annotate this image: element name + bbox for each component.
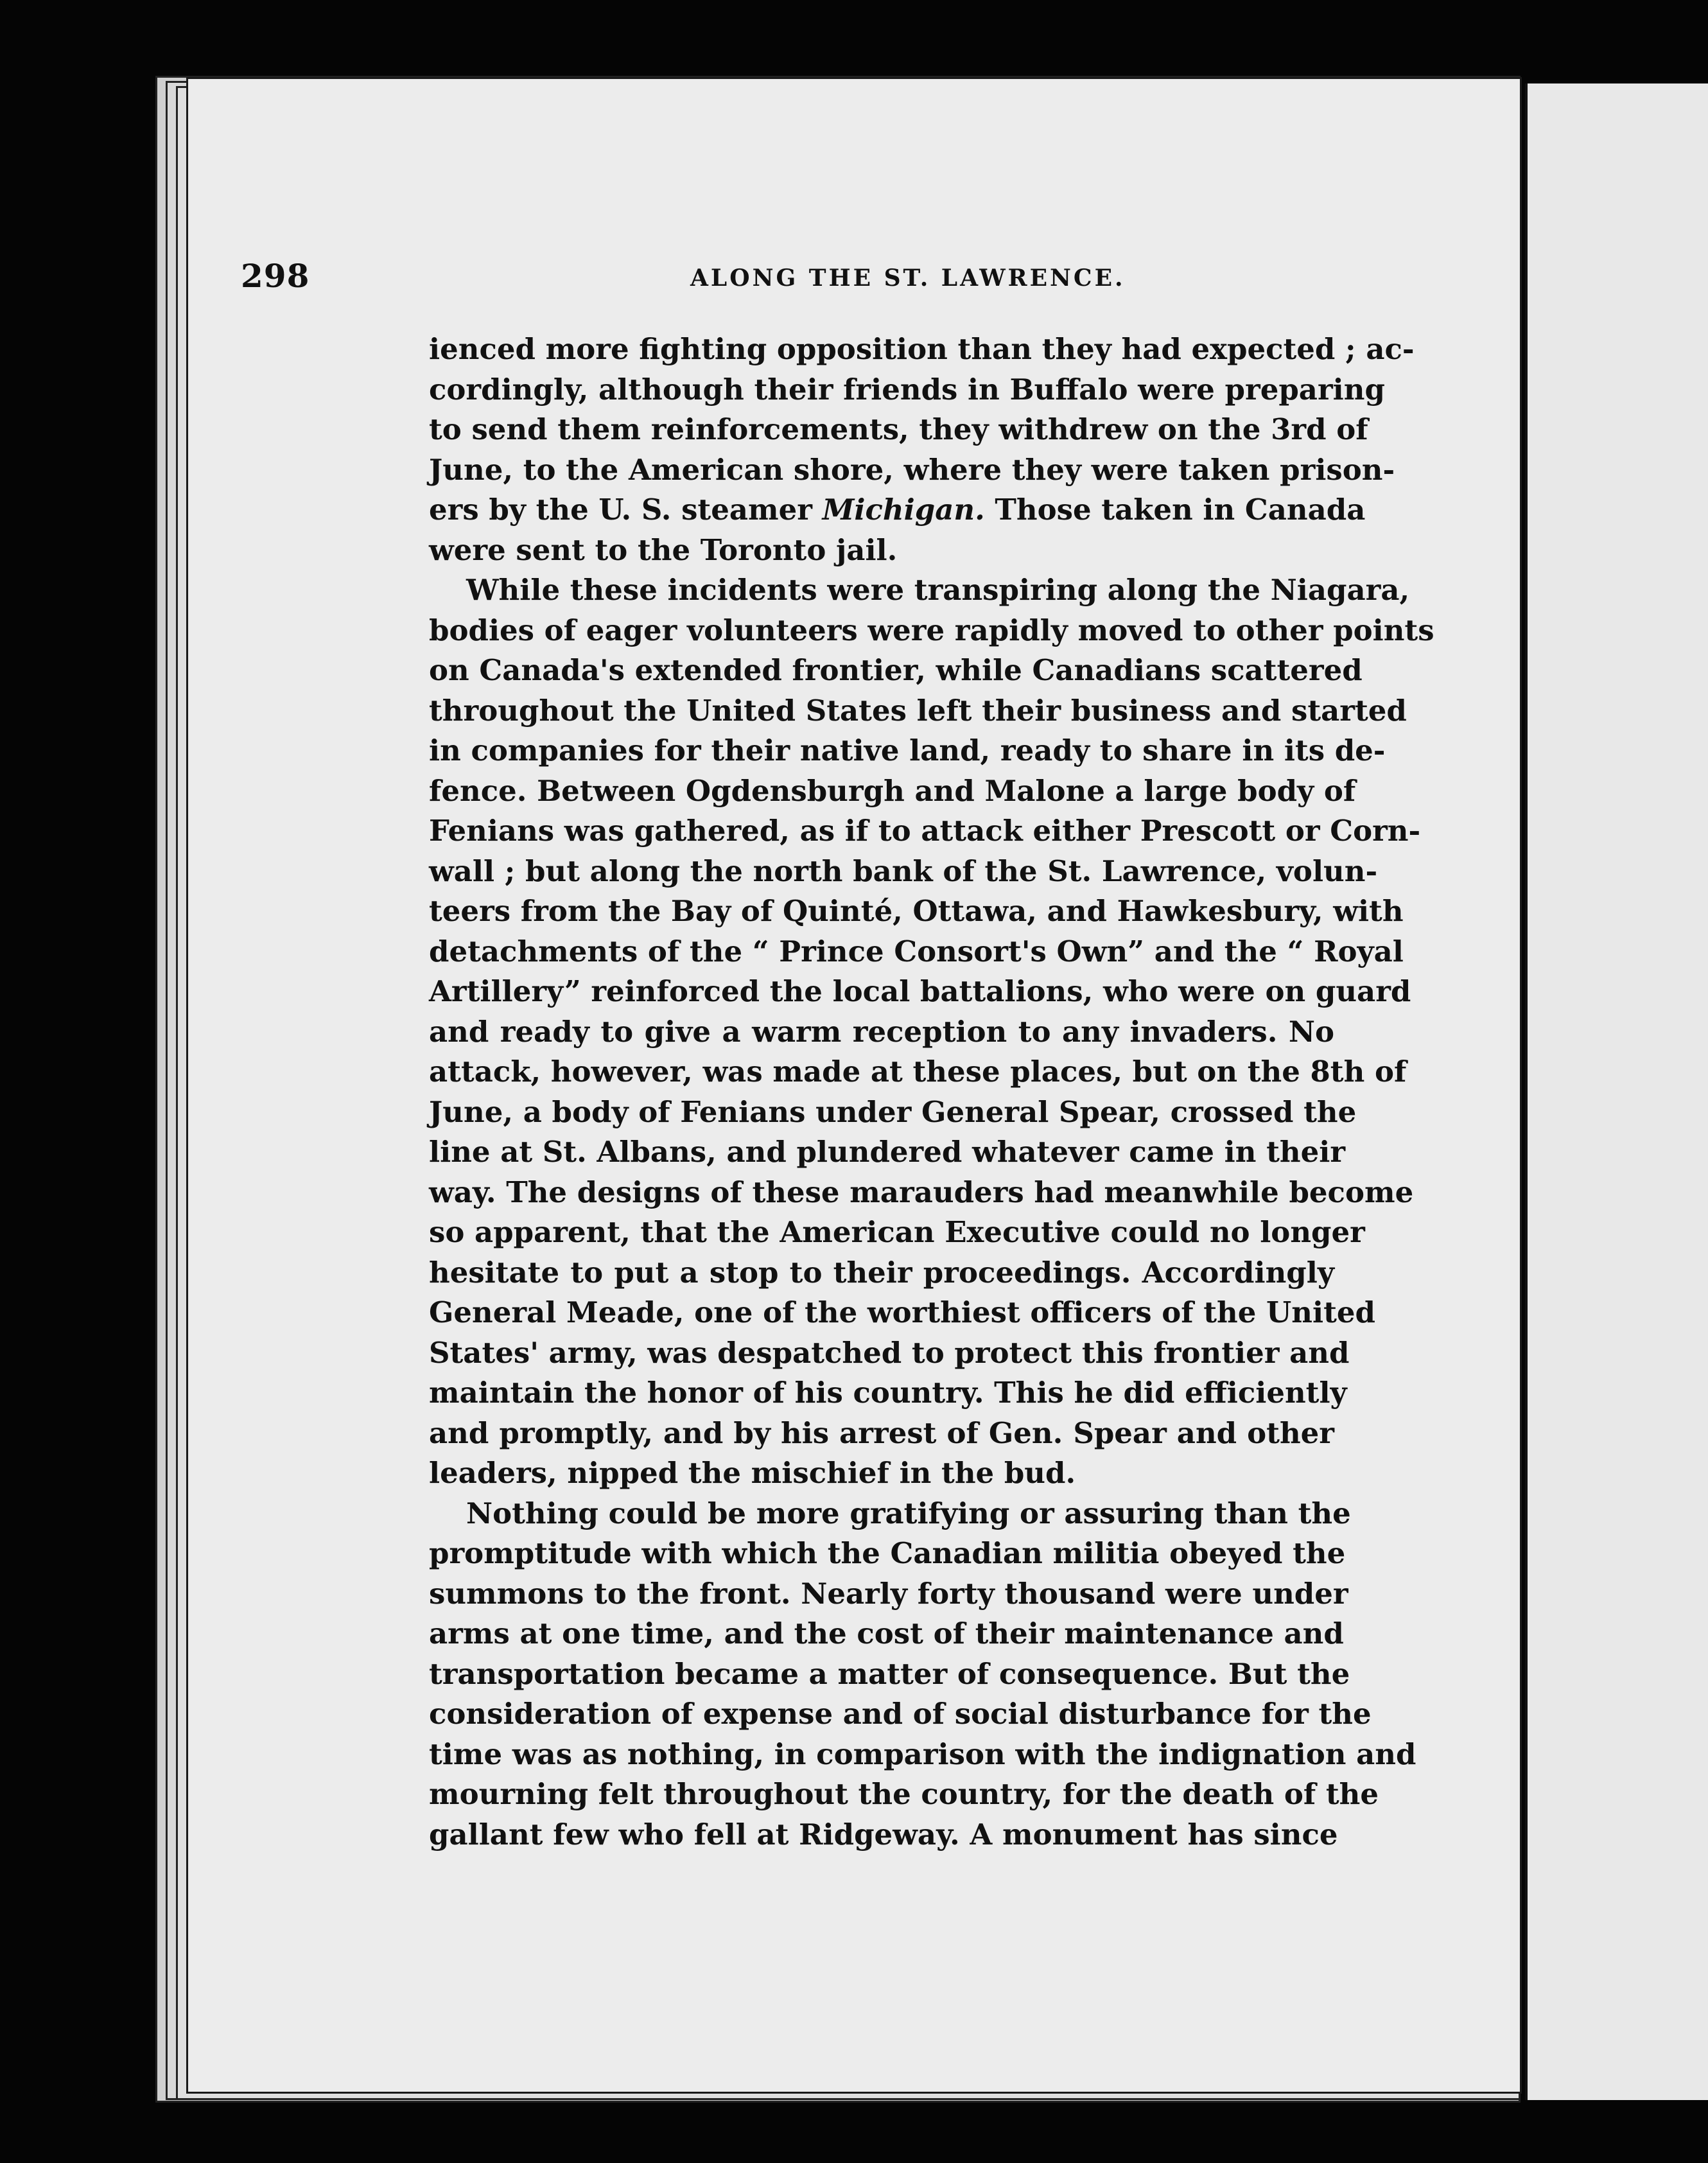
paragraph-start: Nothing could be more gratifying or assuring than the	[466, 1496, 1351, 1530]
text-line: ienced more fighting opposition than they had expected ; ac-	[429, 332, 1415, 366]
text-line: line at St. Albans, and plundered whatever came in their	[429, 1135, 1346, 1169]
text-line: way. The designs of these marauders had meanwhile become	[429, 1175, 1414, 1209]
text-line: were sent to the Toronto jail.	[429, 532, 898, 567]
text-line: attack, however, was made at these places, but on the 8th of	[429, 1055, 1407, 1089]
text-line: Fenians was gathered, as if to attack either Prescott or Corn-	[429, 814, 1421, 848]
text-line: States' army, was despatched to protect this frontier and	[429, 1335, 1350, 1370]
text-line: mourning felt throughout the country, for the death of the	[429, 1777, 1379, 1811]
text-line: maintain the honor of his country. This he did efficiently	[429, 1376, 1347, 1410]
text-line: time was as nothing, in comparison with the indignation and	[429, 1737, 1416, 1771]
text-line: June, a body of Fenians under General Spear, crossed the	[429, 1094, 1357, 1129]
text-line: and ready to give a warm reception to any invaders. No	[429, 1014, 1334, 1049]
page-number: 298	[241, 257, 310, 295]
text-line-with-italic	[429, 490, 1366, 530]
text-line: hesitate to put a stop to their proceedings. Accordingly	[429, 1255, 1334, 1290]
running-title: ALONG THE ST. LAWRENCE.	[690, 265, 1126, 292]
text-line: transportation became a matter of consequence. But the	[429, 1656, 1350, 1691]
text-line: so apparent, that the American Executive could no longer	[429, 1215, 1365, 1249]
text-line: cordingly, although their friends in Buffalo were preparing	[429, 372, 1385, 407]
text-line: bodies of eager volunteers were rapidly moved to other points	[429, 613, 1434, 647]
text-line: June, to the American shore, where they were taken prison-	[429, 452, 1395, 487]
text-line: fence. Between Ogdensburgh and Malone a large body of	[429, 773, 1356, 808]
ship-name-italic: Michigan.	[822, 493, 985, 527]
text-line: Artillery” reinforced the local battalions, who were on guard	[429, 974, 1411, 1008]
text-line: and promptly, and by his arrest of Gen. Spear and other	[429, 1415, 1334, 1450]
text-line: in companies for their native land, ready to share in its de-	[429, 733, 1386, 767]
text-line: gallant few who fell at Ridgeway. A monument has since	[429, 1817, 1338, 1852]
text-line: General Meade, one of the worthiest officers of the United	[429, 1295, 1375, 1329]
text-line: summons to the front. Nearly forty thousand were under	[429, 1576, 1348, 1611]
text-line: consideration of expense and of social disturbance for the	[429, 1697, 1372, 1731]
text-line: to send them reinforcements, they withdrew on the 3rd of	[429, 412, 1368, 446]
running-head	[241, 257, 1332, 308]
text-line: wall ; but along the north bank of the St. Lawrence, volun-	[429, 854, 1378, 888]
paragraph-start: While these incidents were transpiring along the Niagara,	[466, 573, 1410, 607]
text-line: leaders, nipped the mischief in the bud.	[429, 1456, 1076, 1490]
text-line: teers from the Bay of Quinté, Ottawa, and Hawkesbury, with	[429, 894, 1404, 928]
body-text	[429, 329, 1434, 1855]
text-fragment: Those taken in Canada	[984, 493, 1366, 527]
text-line: on Canada's extended frontier, while Canadians scattered	[429, 653, 1363, 687]
text-line: throughout the United States left their business and started	[429, 693, 1407, 728]
text-line: arms at one time, and the cost of their maintenance and	[429, 1616, 1344, 1651]
facing-page-edge	[1525, 83, 1708, 2100]
text-fragment: ers by the U. S. steamer	[429, 493, 823, 527]
text-line: detachments of the “ Prince Consort's Own” and the “ Royal	[429, 934, 1404, 968]
text-line: promptitude with which the Canadian militia obeyed the	[429, 1536, 1346, 1570]
